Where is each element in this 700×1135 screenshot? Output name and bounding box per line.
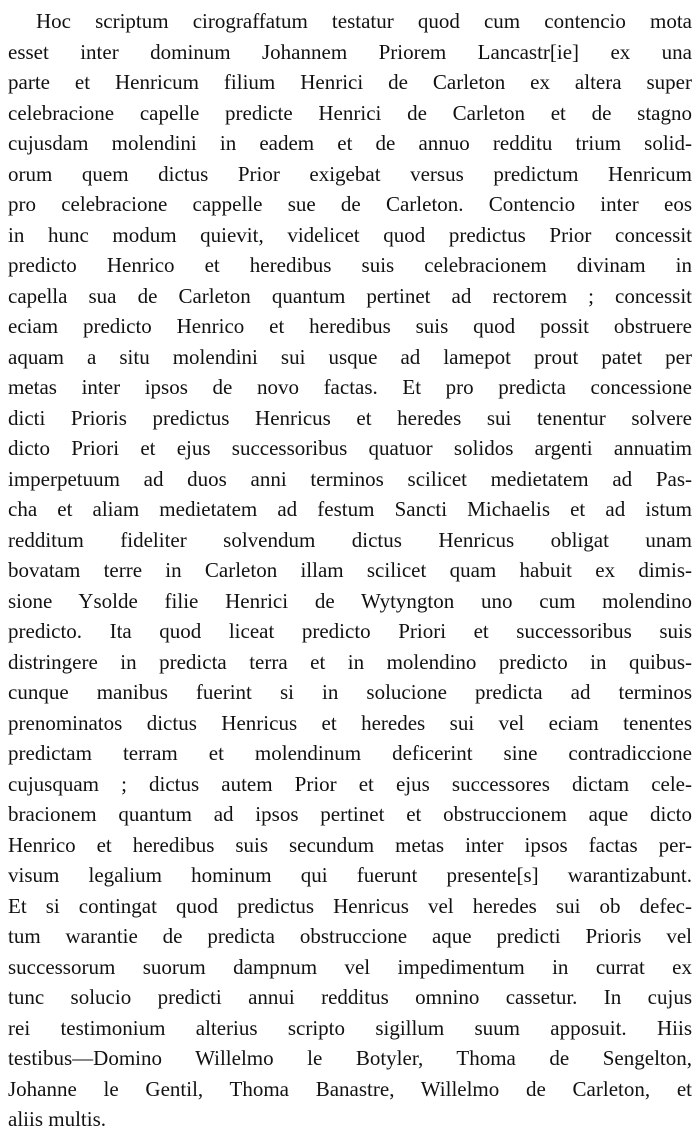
text-line: Henrico et heredibus suis secundum metas inter ipsos factas per- xyxy=(8,832,692,857)
text-line: distringere in predicta terra et in molendino predicto in quibus- xyxy=(8,649,692,674)
text-line: capella sua de Carleton quantum pertinet ad rectorem ; concessit xyxy=(8,283,692,308)
text-line: redditum fideliter solvendum dictus Henricus obligat unam xyxy=(8,527,692,552)
text-line: successorum suorum dampnum vel impedimentum in currat ex xyxy=(8,954,692,979)
text-line: dicti Prioris predictus Henricus et heredes sui tenentur solvere xyxy=(8,405,692,430)
text-line: bracionem quantum ad ipsos pertinet et obstruccionem aque dicto xyxy=(8,802,692,826)
text-line: predicto Henrico et heredibus suis celebracionem divinam in xyxy=(8,253,692,277)
text-line: aliis multis. xyxy=(8,1107,107,1131)
text-line: orum quem dictus Prior exigebat versus predictum Henricum xyxy=(8,161,692,186)
text-line: predictam terram et molendinum deficerint sine contradiccione xyxy=(8,741,692,765)
text-line: Johanne le Gentil, Thoma Banastre, Willelmo de Carleton, et xyxy=(8,1076,692,1101)
text-line: pro celebracione cappelle sue de Carleton. Contencio inter eos xyxy=(8,192,692,216)
text-line: rei testimonium alterius scripto sigillum suum apposuit. Hiis xyxy=(8,1015,692,1040)
text-line: cha et aliam medietatem ad festum Sancti Michaelis et ad istum xyxy=(8,497,692,521)
text-line: dicto Priori et ejus successoribus quatuor solidos argenti annuatim xyxy=(8,436,692,460)
text-line: parte et Henricum filium Henrici de Carleton ex altera super xyxy=(8,70,692,94)
text-line: sione Ysolde filie Henrici de Wytyngton uno cum molendino xyxy=(8,588,692,613)
text-line: prenominatos dictus Henricus et heredes sui vel eciam tenentes xyxy=(8,710,692,735)
text-line: eciam predicto Henrico et heredibus suis quod possit obstruere xyxy=(8,314,692,338)
text-line: in hunc modum quievit, videlicet quod predictus Prior concessit xyxy=(8,222,692,247)
text-line: cujusquam ; dictus autem Prior et ejus successores dictam cele- xyxy=(8,771,692,796)
text-line: metas inter ipsos de novo factas. Et pro predicta concessione xyxy=(8,375,692,399)
text-line: tunc solucio predicti annui redditus omnino cassetur. In cujus xyxy=(8,985,692,1009)
text-line: Et si contingat quod predictus Henricus vel heredes sui ob defec- xyxy=(8,893,692,918)
text-line: bovatam terre in Carleton illam scilicet quam habuit ex dimis- xyxy=(8,558,692,582)
text-line: celebracione capelle predicte Henrici de Carleton et de stagno xyxy=(8,100,692,125)
charter-text xyxy=(8,6,692,1135)
text-line: aquam a situ molendini sui usque ad lamepot prout patet per xyxy=(8,344,692,369)
text-line: predicto. Ita quod liceat predicto Priori et successoribus suis xyxy=(8,619,692,643)
text-line: Hoc scriptum cirograffatum testatur quod cum contencio mota xyxy=(36,9,692,33)
text-line: cunque manibus fuerint si in solucione predicta ad terminos xyxy=(8,680,692,704)
text-line: imperpetuum ad duos anni terminos scilicet medietatem ad Pas- xyxy=(8,466,692,491)
text-line: tum warantie de predicta obstruccione aque predicti Prioris vel xyxy=(8,924,692,948)
text-line: testibus—Domino Willelmo le Botyler, Thoma de Sengelton, xyxy=(8,1046,692,1070)
text-line: cujusdam molendini in eadem et de annuo redditu trium solid- xyxy=(8,131,692,155)
text-line: esset inter dominum Johannem Priorem Lancastr[ie] ex una xyxy=(8,39,692,64)
text-line: visum legalium hominum qui fuerunt presente[s] warantizabunt. xyxy=(8,863,692,887)
